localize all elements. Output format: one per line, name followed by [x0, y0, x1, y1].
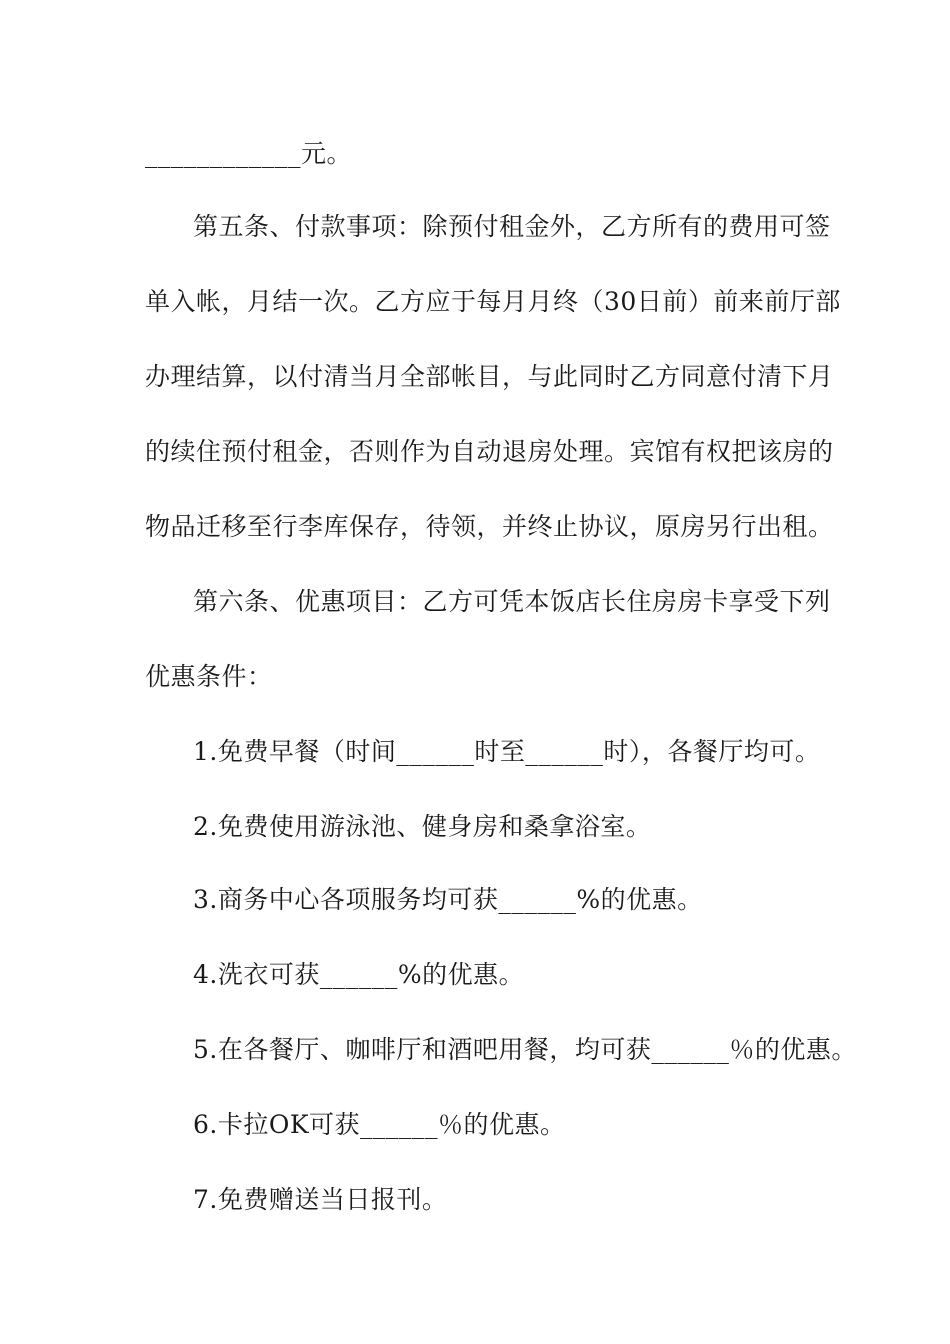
list-item-newspaper: 7.免费赠送当日报刊。 — [193, 1185, 448, 1214]
text-line-article-6-heading: 第六条、优惠项目：乙方可凭本饭店长住房房卡享受下列 — [193, 587, 831, 616]
text-line-article-5-body-4: 物品迁移至行李库保存，待领，并终止协议，原房另行出租。 — [145, 512, 834, 541]
list-item-facilities: 2.免费使用游泳池、健身房和桑拿浴室。 — [193, 812, 652, 841]
text-line-article-5-heading: 第五条、付款事项：除预付租金外，乙方所有的费用可签 — [193, 212, 831, 241]
text-line-amount-yuan: ____________元。 — [145, 139, 353, 168]
text-line-article-6-body: 优惠条件： — [145, 662, 273, 691]
text-line-article-5-body-1: 单入帐，月结一次。乙方应于每月月终（30日前）前来前厅部 — [145, 287, 841, 316]
list-item-business-center: 3.商务中心各项服务均可获______%的优惠。 — [193, 885, 703, 914]
text-line-article-5-body-2: 办理结算，以付清当月全部帐目，与此同时乙方同意付清下月 — [145, 362, 834, 391]
list-item-dining: 5.在各餐厅、咖啡厅和酒吧用餐，均可获______％的优惠。 — [193, 1035, 857, 1064]
list-item-breakfast: 1.免费早餐（时间______时至______时），各餐厅均可。 — [193, 737, 821, 766]
list-item-karaoke: 6.卡拉OK可获______％的优惠。 — [193, 1110, 566, 1139]
text-line-article-5-body-3: 的续住预付租金，否则作为自动退房处理。宾馆有权把该房的 — [145, 437, 834, 466]
list-item-laundry: 4.洗衣可获______%的优惠。 — [193, 960, 525, 989]
